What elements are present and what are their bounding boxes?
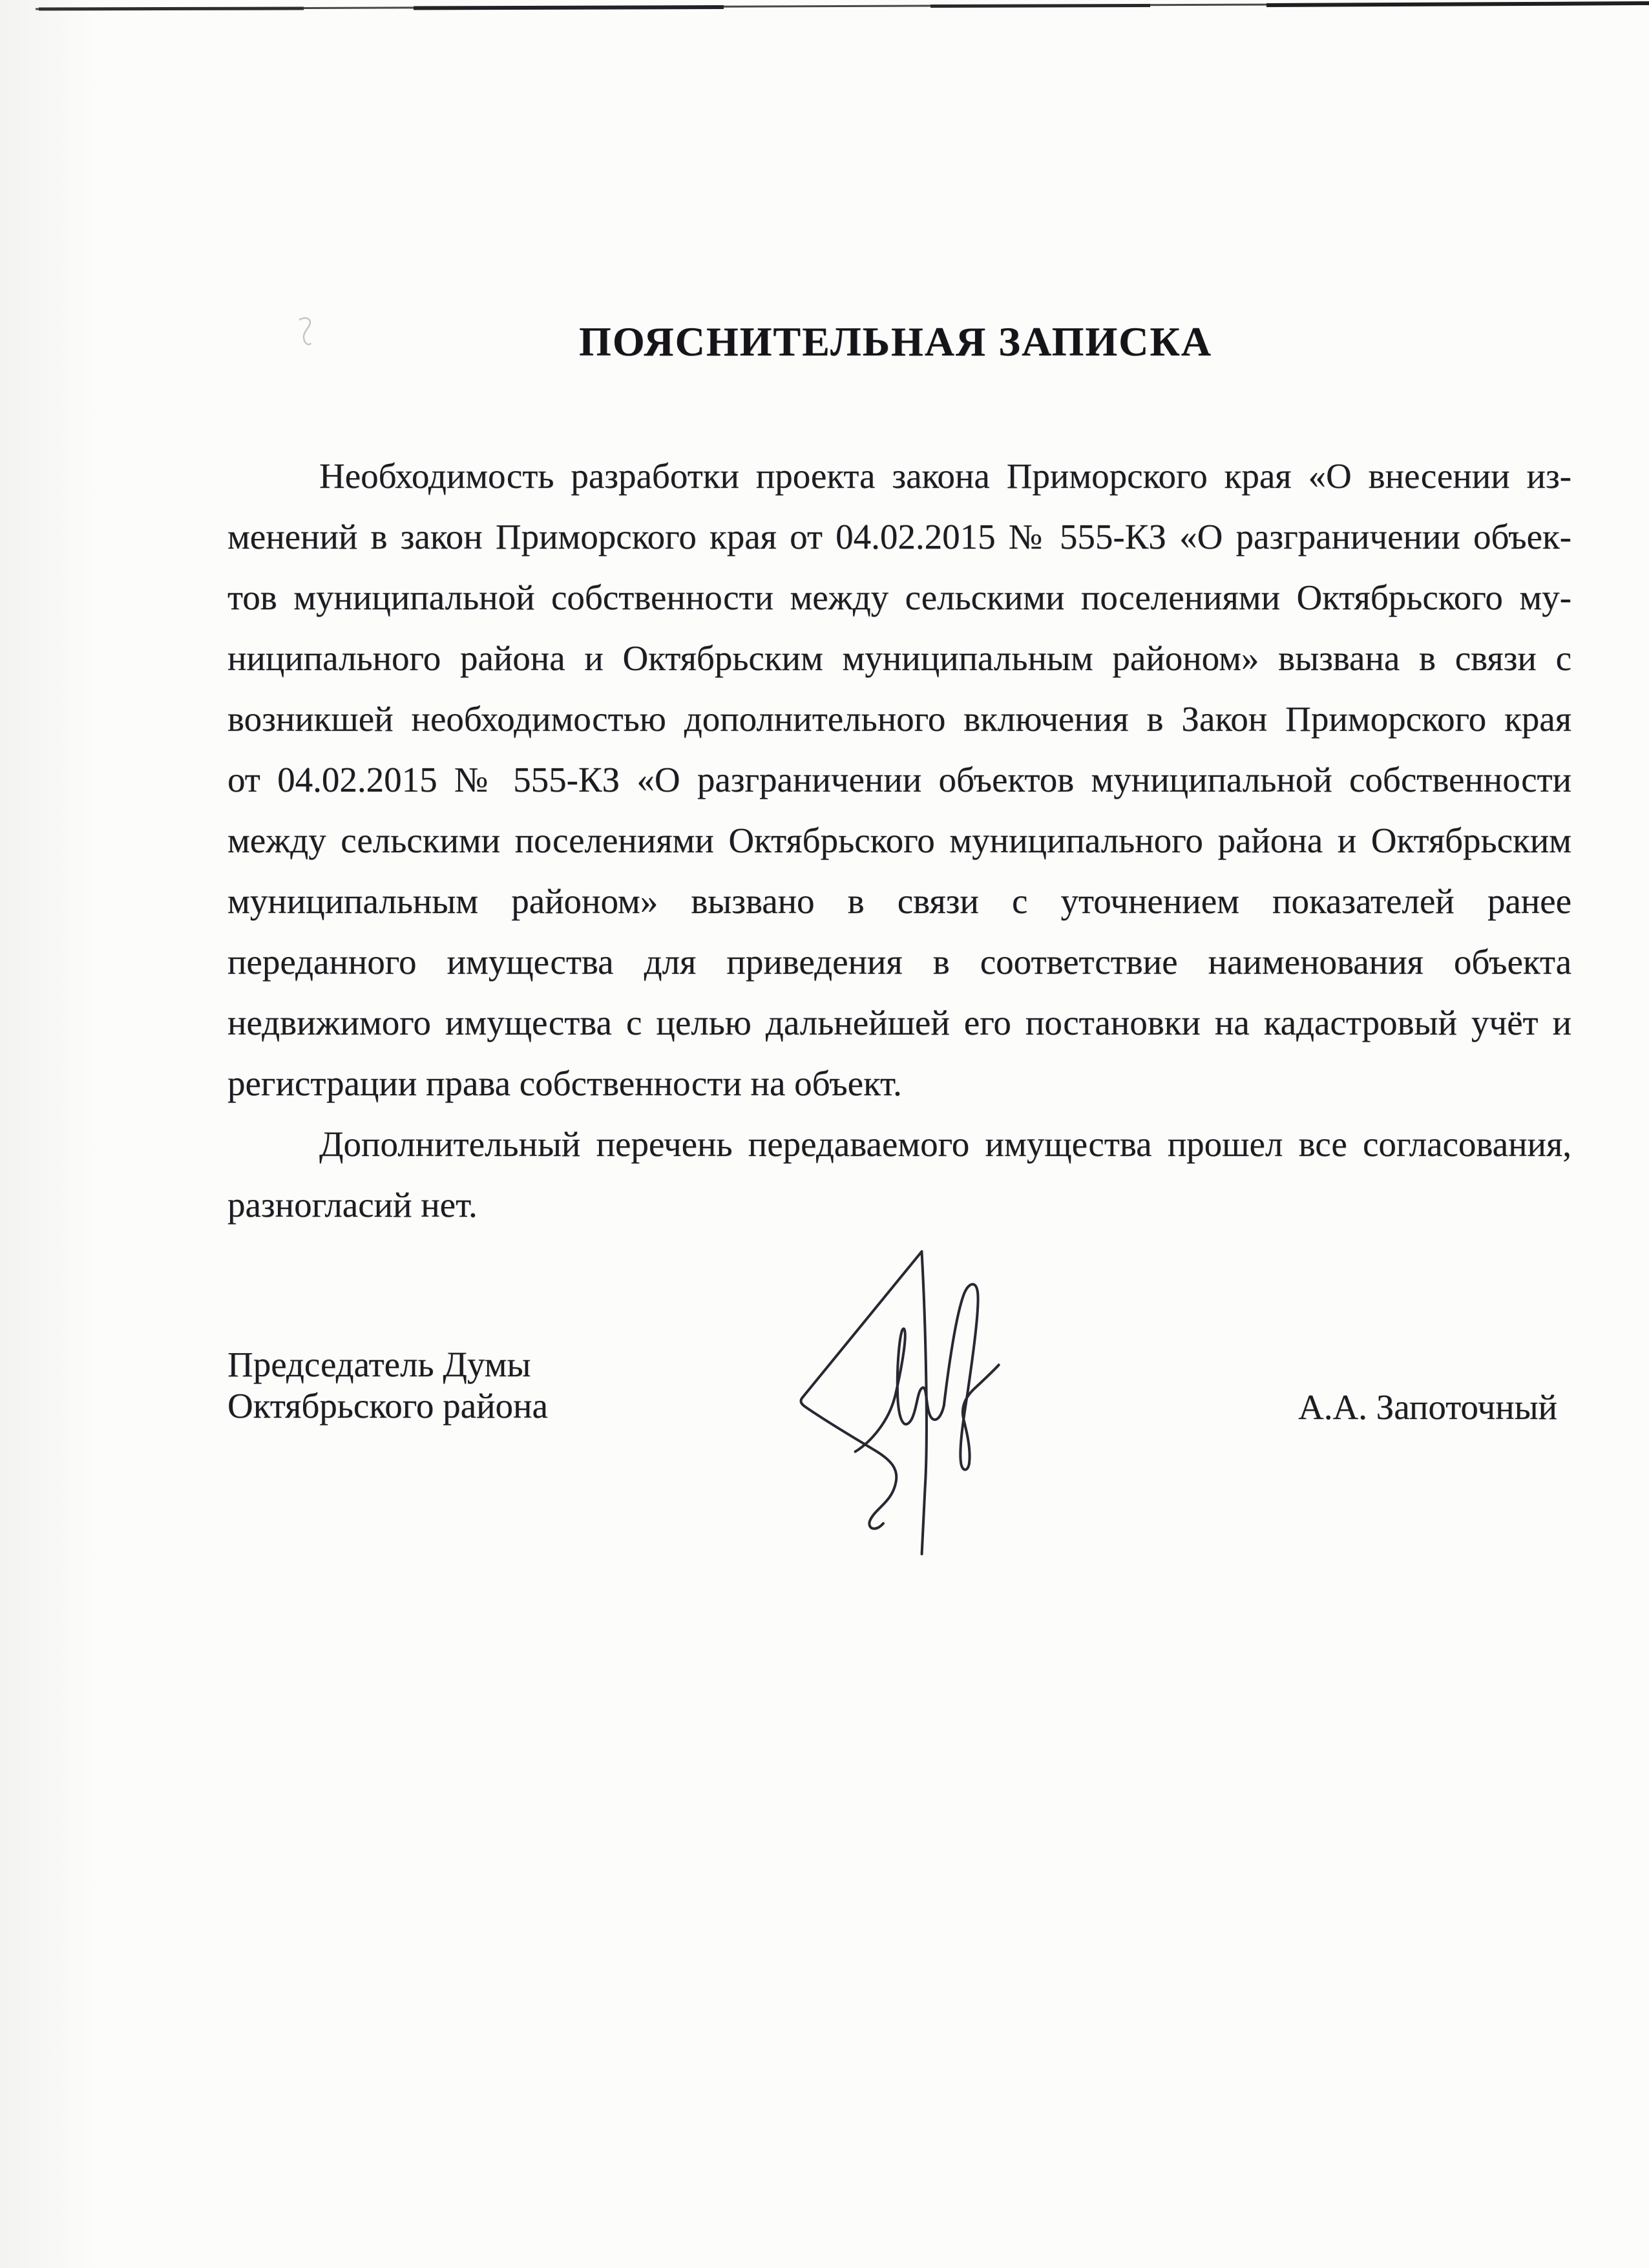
body-line: регистрации права собственности на объект. xyxy=(227,1064,902,1103)
body-line: менений в закон Приморского края от 04.02.2015 № 555-КЗ «О разграничении объек- xyxy=(227,517,1571,556)
scan-edge-shading xyxy=(0,0,97,2268)
body-line: от 04.02.2015 № 555-КЗ «О разграничении объектов муниципальной собственности xyxy=(227,760,1571,799)
body-line: недвижимого имущества с целью дальнейшей его постановки на кадастровый учёт и xyxy=(227,1003,1571,1042)
signer-position-line-2: Октябрьского района xyxy=(227,1386,548,1425)
document-title: ПОЯСНИТЕЛЬНАЯ ЗАПИСКА xyxy=(579,319,1212,364)
body-line: муниципальным районом» вызвано в связи с уточнением показателей ранее xyxy=(227,881,1571,921)
scan-top-edge-artifact xyxy=(0,0,1649,26)
signer-position-line-1: Председатель Думы xyxy=(227,1345,531,1384)
body-line: между сельскими поселениями Октябрьского муниципального района и Октябрьским xyxy=(227,821,1571,860)
body-line: возникшей необходимостью дополнительного включения в Закон Приморского края xyxy=(227,699,1571,739)
body-line: переданного имущества для приведения в соответствие наименования объекта xyxy=(227,942,1571,982)
body-line: Дополнительный перечень передаваемого имущества прошел все согласования, xyxy=(319,1124,1571,1164)
body-line: тов муниципальной собственности между сельскими поселениями Октябрьского му- xyxy=(227,578,1571,617)
body-line: ниципального района и Октябрьским муниципальным районом» вызвана в связи с xyxy=(227,638,1571,678)
document-body xyxy=(227,446,1571,1235)
body-line: Необходимость разработки проекта закона Приморского края «О внесении из- xyxy=(319,456,1571,496)
handwritten-signature xyxy=(740,1226,1164,1592)
body-line: разногласий нет. xyxy=(227,1185,478,1224)
signer-position xyxy=(227,1344,548,1427)
signer-name: А.А. Запоточный xyxy=(1297,1387,1557,1427)
